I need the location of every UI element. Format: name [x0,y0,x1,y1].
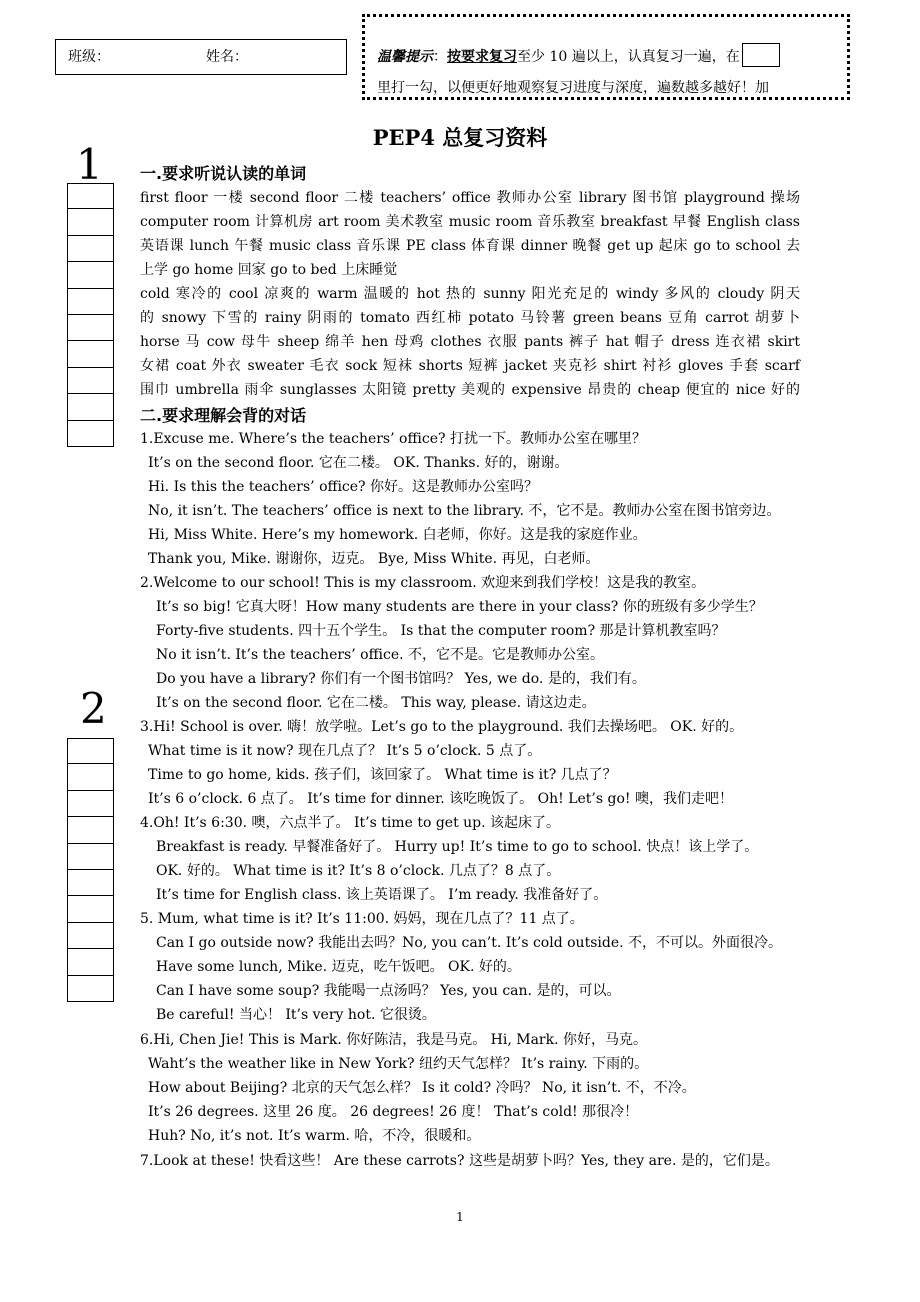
dialogue-line: Do you have a library? 你们有一个图书馆吗？ Yes, we do. 是的，我们有。 [156,671,646,687]
review-checkbox[interactable] [67,341,114,367]
checkbox-column-1 [67,183,114,447]
review-checkbox[interactable] [67,394,114,420]
dialogue-line: 1.Excuse me. Where’s the teachers’ office? 打扰一下。教师办公室在哪里？ [140,431,646,447]
dialogue-line: Waht’s the weather like in New York? 纽约天气怎样？ It’s rainy. 下雨的。 [148,1056,649,1072]
review-checkbox[interactable] [67,209,114,235]
dialogue-line: What time is it now? 现在几点了？ It’s 5 o’clock. 5 点了。 [148,743,542,759]
review-checkbox[interactable] [67,976,114,1002]
dialogue-line: OK. 好的。 What time is it? It’s 8 o’clock. 几点了？8 点了。 [156,863,561,879]
dialogue-line: No it isn’t. It’s the teachers’ office. 不，它不是。它是教师办公室。 [156,647,605,663]
class-label: 班级： [68,49,110,65]
student-info-box [55,39,347,75]
vocab-line: 的 snowy 下雪的 rainy 阴雨的 tomato 西红柿 potato 马铃薯 green beans 豆角 carrot 胡萝卜 [140,310,800,326]
tip-colon: ： [433,49,447,65]
dialogue-line: Hi, Miss White. Here’s my homework. 白老师，你好。这是我的家庭作业。 [148,527,647,543]
vocab-line: first floor 一楼 second floor 二楼 teachers’ office 教师办公室 library 图书馆 playground 操场 [140,190,800,206]
dialogue-line: Hi. Is this the teachers’ office? 你好。这是教师办公室吗？ [148,479,538,495]
review-checkbox[interactable] [67,236,114,262]
dialogue-line: Breakfast is ready. 早餐准备好了。 Hurry up! It’s time to go to school. 快点！该上学了。 [156,839,759,855]
page-title: PEP4 总复习资料 [372,125,548,150]
review-checkbox[interactable] [67,764,114,790]
name-label: 姓名： [206,49,248,65]
vocab-line: 上学 go home 回家 go to bed 上床睡觉 [140,262,398,278]
dialogue-line: It’s time for English class. 该上英语课了。 I’m ready. 我准备好了。 [156,887,608,903]
tip-label: 温馨提示 [377,49,433,65]
dialogue-line: 7.Look at these! 快看这些！ Are these carrots? 这些是胡萝卜吗？Yes, they are. 是的，它们是。 [140,1153,779,1169]
tip-box [362,14,850,100]
dialogue-line: Time to go home, kids. 孩子们，该回家了。 What time is it? 几点了？ [148,767,617,783]
dialogue-line: Huh? No, it’s not. It’s warm. 哈，不冷，很暖和。 [148,1128,481,1144]
dialogue-line: 6.Hi, Chen Jie! This is Mark. 你好陈洁，我是马克。 Hi, Mark. 你好，马克。 [140,1032,648,1048]
dialogue-line: 3.Hi! School is over. 嗨！放学啦。Let’s go to the playground. 我们去操场吧。 OK. 好的。 [140,719,744,735]
dialogue-line: Can I have some soup? 我能喝一点汤吗？ Yes, you can. 是的，可以。 [156,983,621,999]
dialogue-line: It’s on the second floor. 它在二楼。 OK. Thanks. 好的，谢谢。 [148,455,569,471]
tip-text: 至少 10 遍以上，认真复习一遍，在 [517,49,740,65]
review-checkbox[interactable] [67,896,114,922]
dialogue-line: 4.Oh! It’s 6:30. 噢，六点半了。 It’s time to get up. 该起床了。 [140,815,561,831]
dialogue-line: Can I go outside now? 我能出去吗？No, you can’t. It’s cold outside. 不，不可以。外面很冷。 [156,935,783,951]
review-checkbox[interactable] [67,844,114,870]
vocab-line: 英语课 lunch 午餐 music class 音乐课 PE class 体育课 dinner 晚餐 get up 起床 go to school 去 [140,238,800,254]
review-checkbox[interactable] [67,315,114,341]
dialogue-line: Thank you, Mike. 谢谢你，迈克。 Bye, Miss White. 再见，白老师。 [148,551,600,567]
dialogue-line: 5. Mum, what time is it? It’s 11:00. 妈妈，现在几点了？11 点了。 [140,911,584,927]
tip-line-1 [377,43,780,67]
tip-key: 按要求复习 [447,49,517,65]
review-checkbox[interactable] [67,870,114,896]
tip-line-2: 里打一勾，以便更好地观察复习进度与深度，遍数越多越好！加 [377,80,769,96]
vocab-line: 围巾 umbrella 雨伞 sunglasses 太阳镜 pretty 美观的 expensive 昂贵的 cheap 便宜的 nice 好的 [140,382,800,398]
review-checkbox[interactable] [67,368,114,394]
vocab-line: cold 寒冷的 cool 凉爽的 warm 温暖的 hot 热的 sunny 阳光充足的 windy 多风的 cloudy 阴天 [140,286,800,302]
dialogue-line: Be careful! 当心！ It’s very hot. 它很烫。 [156,1007,436,1023]
vocab-line: horse 马 cow 母牛 sheep 绵羊 hen 母鸡 clothes 衣服 pants 裤子 hat 帽子 dress 连衣裙 skirt [140,334,800,350]
dialogue-line: 2.Welcome to our school! This is my classroom. 欢迎来到我们学校！这是我的教室。 [140,575,706,591]
review-checkbox[interactable] [67,262,114,288]
checkbox-column-2 [67,738,114,1002]
dialogue-line: No, it isn’t. The teachers’ office is next to the library. 不，它不是。教师办公室在图书馆旁边。 [148,503,781,519]
dialogue-line: It’s so big! 它真大呀！How many students are there in your class? 你的班级有多少学生？ [156,599,763,615]
dialogue-line: It’s 26 degrees. 这里 26 度。 26 degrees! 26 度！ That’s cold! 那很冷！ [148,1104,639,1120]
dialogue-line: It’s on the second floor. 它在二楼。 This way, please. 请这边走。 [156,695,596,711]
dialogue-line: It’s 6 o’clock. 6 点了。 It’s time for dinner. 该吃晚饭了。 Oh! Let’s go! 噢，我们走吧！ [148,791,733,807]
section-1-heading: 一.要求听说认读的单词 [140,164,307,183]
dialogue-line: Have some lunch, Mike. 迈克，吃午饭吧。 OK. 好的。 [156,959,521,975]
review-checkbox[interactable] [67,421,114,447]
review-checkbox[interactable] [67,791,114,817]
review-checkbox[interactable] [67,738,114,764]
section-mark-2: 2 [80,684,107,733]
section-mark-1: 1 [76,140,103,189]
dialogue-line: Forty-five students. 四十五个学生。 Is that the computer room? 那是计算机教室吗？ [156,623,726,639]
review-checkbox[interactable] [67,289,114,315]
vocab-line: 女裙 coat 外衣 sweater 毛衣 sock 短袜 shorts 短裤 jacket 夹克衫 shirt 衬衫 gloves 手套 scarf [140,358,800,374]
section-2-heading: 二.要求理解会背的对话 [140,406,307,425]
dialogue-line: How about Beijing? 北京的天气怎么样？ Is it cold? 冷吗？ No, it isn’t. 不，不冷。 [148,1080,696,1096]
tip-checkbox[interactable] [742,43,780,67]
review-checkbox[interactable] [67,923,114,949]
review-checkbox[interactable] [67,949,114,975]
review-checkbox[interactable] [67,183,114,209]
review-checkbox[interactable] [67,817,114,843]
page-number: 1 [456,1210,464,1224]
vocab-line: computer room 计算机房 art room 美术教室 music room 音乐教室 breakfast 早餐 English class [140,214,800,230]
